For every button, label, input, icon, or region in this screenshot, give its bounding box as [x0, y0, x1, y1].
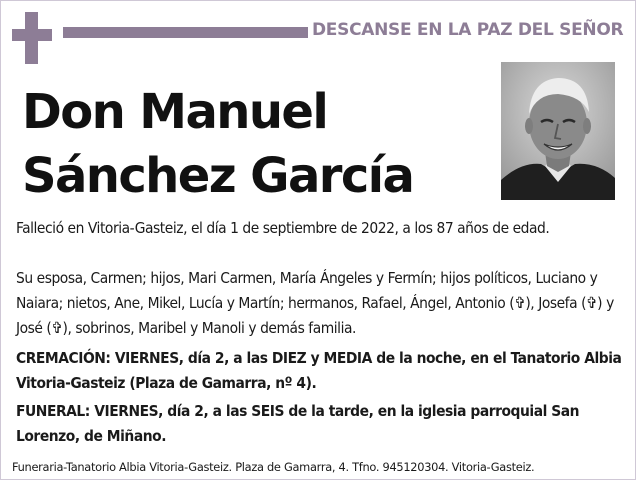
- deceased-name-line1: Don Manuel: [22, 84, 328, 140]
- family-list: Su esposa, Carmen; hijos, Mari Carmen, María Ángeles y Fermín; hijos políticos, Luciano y Naiara; nietos, Ane, Mikel, Lucía y Martín; hermanos, Rafael, Ángel, Antonio (✞), Josefa (✞) y José (✞), sobrinos, Maribel y Manoli y demás familia.: [16, 269, 614, 337]
- latin-cross-icon: [12, 12, 52, 64]
- funeral-notice: FUNERAL: VIERNES, día 2, a las SEIS de la tarde, en la iglesia parroquial San Lorenzo, de Miñano.: [16, 402, 580, 445]
- portrait-photo: [501, 62, 615, 200]
- funeral-home-footer: Funeraria-Tanatorio Albia Vitoria-Gasteiz. Plaza de Gamarra, 4. Tfno. 945120304. Vitoria-Gasteiz.: [12, 460, 535, 474]
- header-motto: DESCANSE EN LA PAZ DEL SEÑOR: [312, 20, 624, 40]
- death-notice: Falleció en Vitoria-Gasteiz, el día 1 de septiembre de 2022, a los 87 años de edad.: [16, 219, 550, 237]
- deceased-name-line2: Sánchez García: [22, 148, 414, 204]
- cremation-notice: CREMACIÓN: VIERNES, día 2, a las DIEZ y MEDIA de la noche, en el Tanatorio Albia Vitoria-Gasteiz (Plaza de Gamarra, nº 4).: [16, 349, 622, 392]
- header-rule: [63, 27, 308, 38]
